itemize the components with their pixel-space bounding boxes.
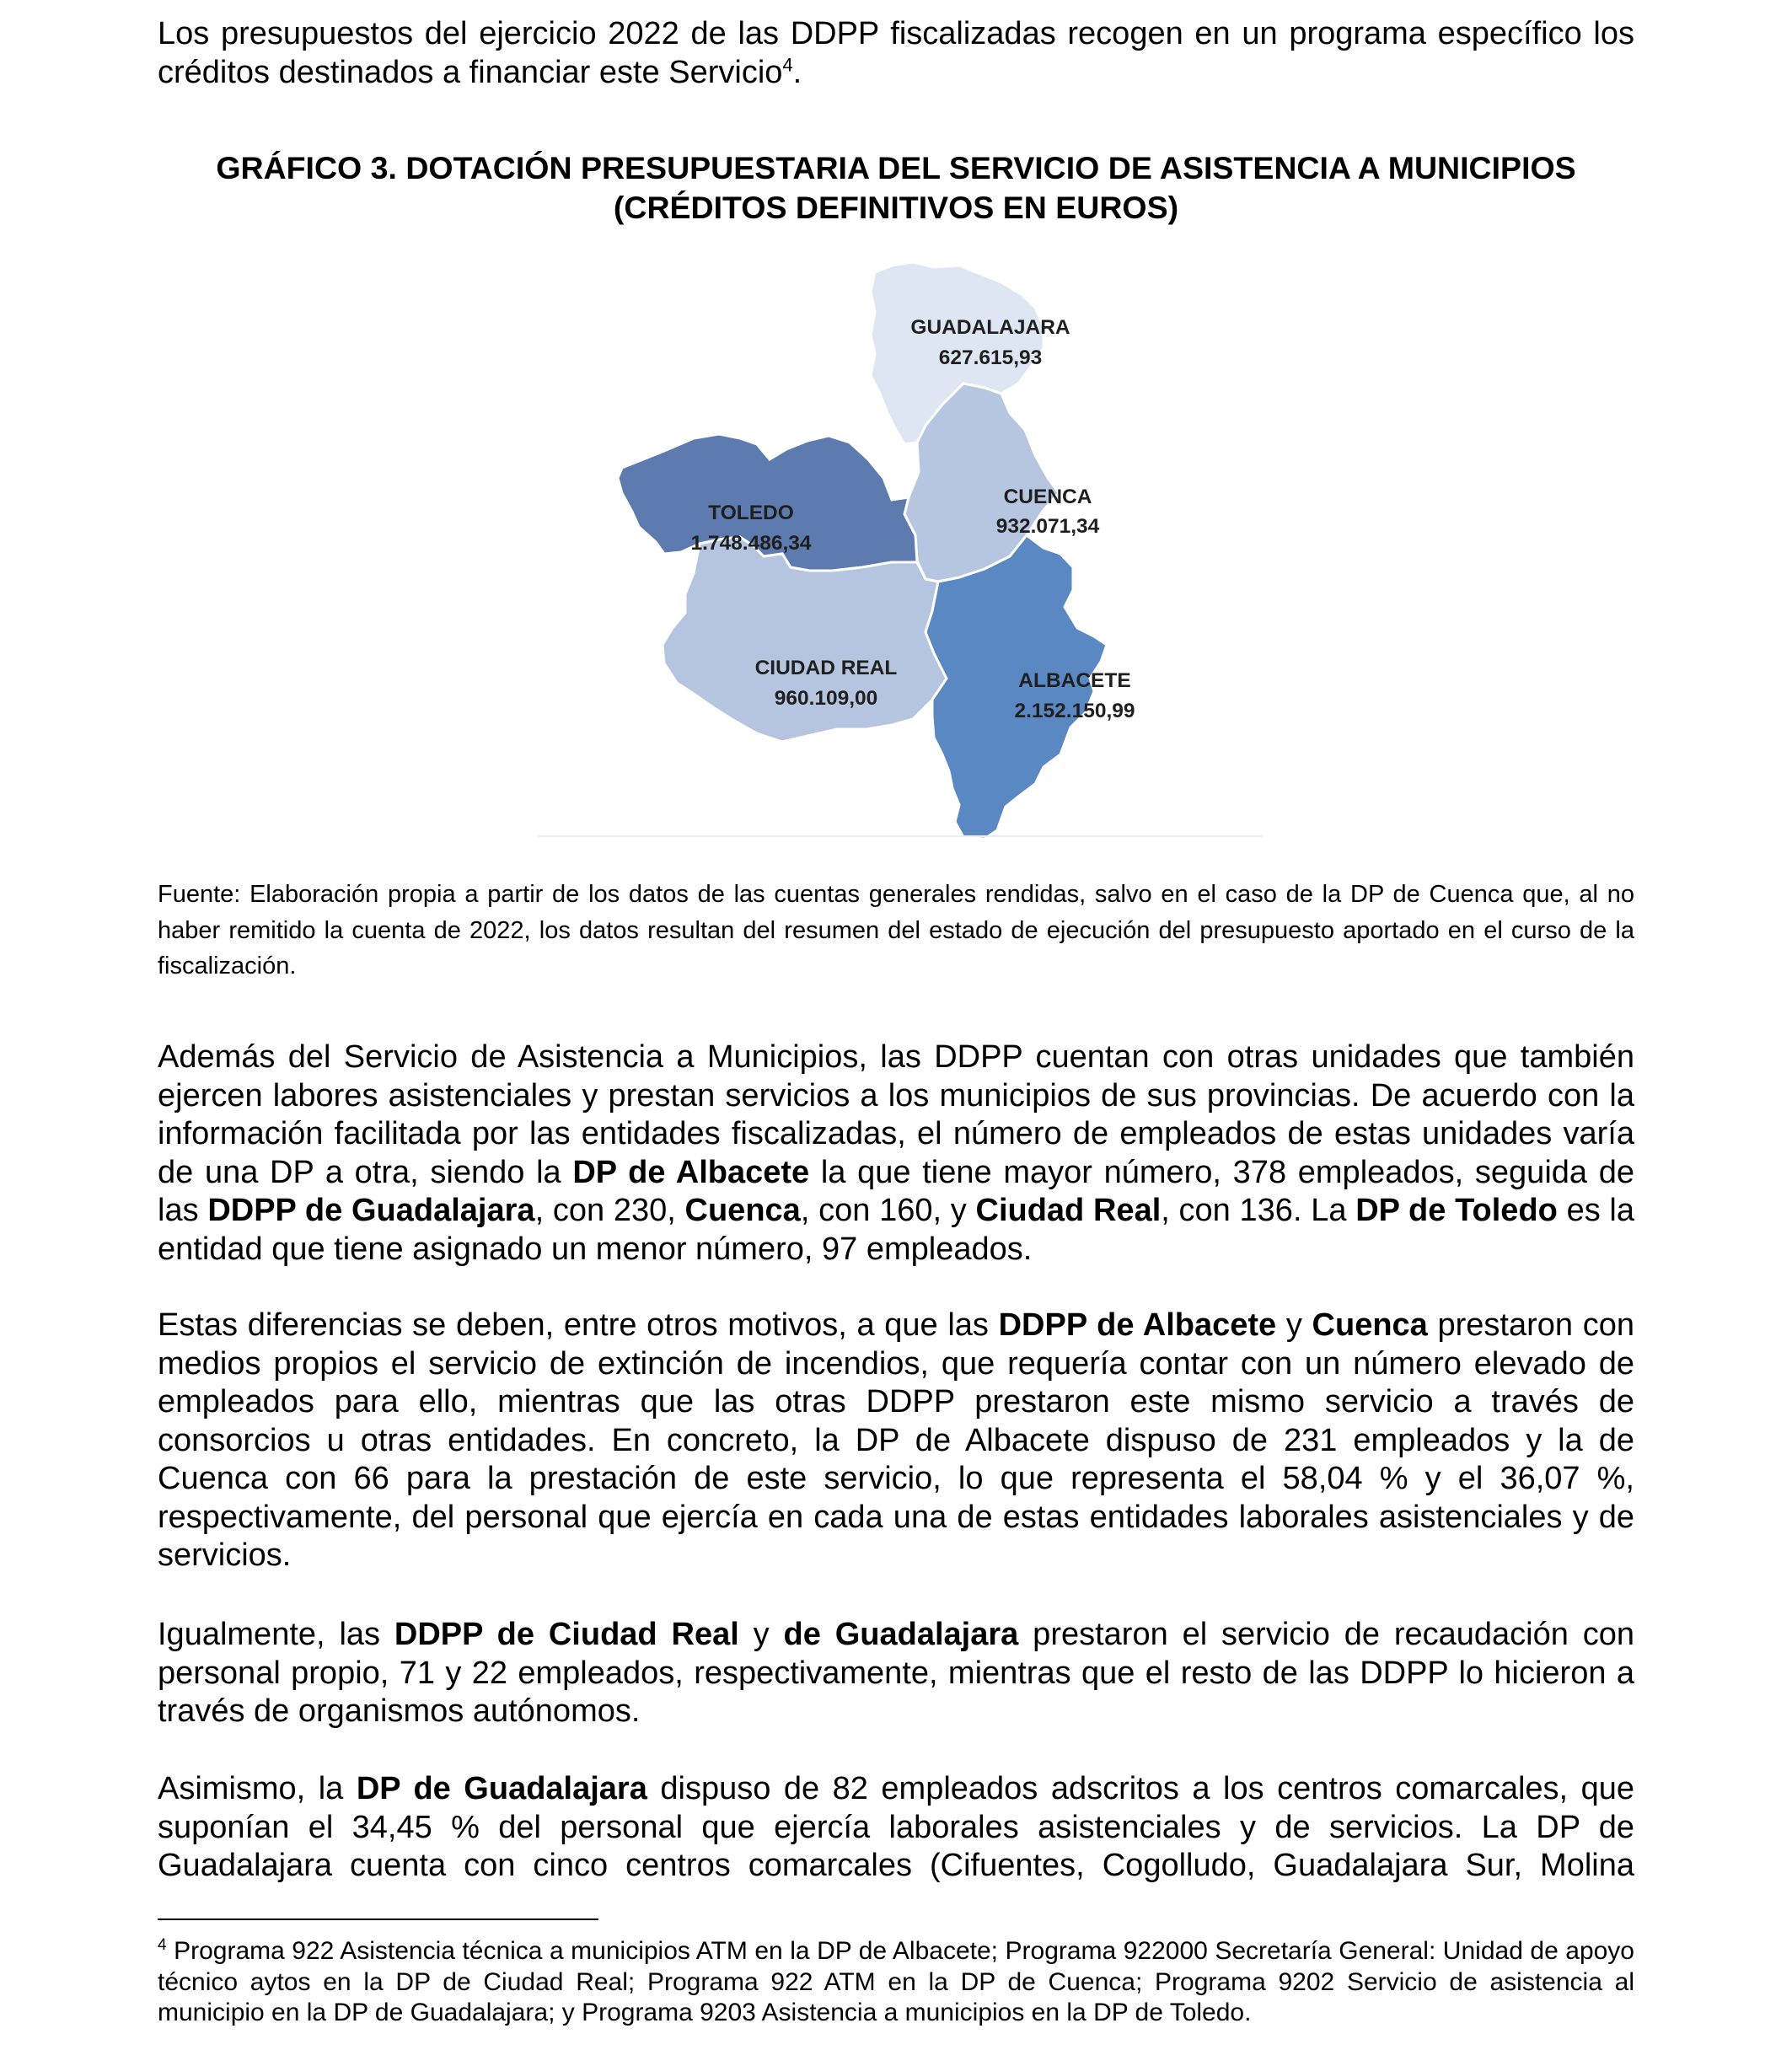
province-map <box>538 257 1263 839</box>
chart-title-line1: GRÁFICO 3. DOTACIÓN PRESUPUESTARIA DEL SERVICIO DE ASISTENCIA A MUNICIPIOS <box>216 150 1576 185</box>
label-value-toledo: 1.748.486,34 <box>690 532 812 555</box>
footnote-separator <box>158 1919 598 1920</box>
footnote-ref[interactable]: 4 <box>782 53 793 75</box>
label-name-albacete: ALBACETE <box>1018 669 1131 692</box>
footnote-number: 4 <box>158 1936 167 1954</box>
label-value-albacete: 2.152.150,99 <box>1014 700 1135 722</box>
label-value-cuenca: 932.071,34 <box>995 515 1100 538</box>
label-name-ciudad-real: CIUDAD REAL <box>754 657 898 679</box>
label-value-ciudad-real: 960.109,00 <box>774 687 878 710</box>
intro-paragraph: Los presupuestos del ejercicio 2022 de las DDPP fiscalizadas recogen en un programa específico los créditos destinados a financiar este Servicio$^4$. <box>158 16 1634 90</box>
footnote: $^4$ Programa 922 Asistencia técnica a municipios ATM en la DP de Albacete; Programa 922000 Secretaría General: Unidad de apoyo técnico aytos en la DP de Ciudad Real; Programa 922 ATM en la DP de Cuenca; Programa 9202 Servicio de asistencia al municipio en la DP de Guadalajara; y Programa 9203 Asistencia a municipios en la DP de Toledo. <box>158 1936 1634 2026</box>
label-name-cuenca: CUENCA <box>1003 486 1092 508</box>
label-name-guadalajara: GUADALAJARA <box>910 316 1070 339</box>
paragraph-1: Además del Servicio de Asistencia a Municipios, las DDPP cuentan con otras unidades que también ejercen labores asistenciales y prestan servicios a los municipios de sus provincias. De acuerdo con la información facilitada por las entidades fiscalizadas, el número de empleados de estas unidades varía de una DP a otra, siendo la DP de Albacete la que tiene mayor número, 378 empleados, seguida de las DDPP de Guadalajara, con 230, Cuenca, con 160, y Ciudad Real, con 136. La DP de Toledo es la entidad que tiene asignado un menor número, 97 empleados. <box>158 1039 1635 1267</box>
source-note: Fuente: Elaboración propia a partir de los datos de las cuentas generales rendidas, salvo en el caso de la DP de Cuenca que, al no haber remitido la cuenta de 2022, los datos resultan del resumen del estado de ejecución del presupuesto aportado en el curso de la fiscalización. <box>158 881 1634 979</box>
chart-title-line2: (CRÉDITOS DEFINITIVOS EN EUROS) <box>613 190 1179 225</box>
chart-title <box>126 148 1666 228</box>
paragraph-3: Igualmente, las DDPP de Ciudad Real y de Guadalajara prestaron el servicio de recaudación con personal propio, 71 y 22 empleados, respectivamente, mientras que el resto de las DDPP lo hicieron a través de organismos autónomos. <box>158 1617 1635 1729</box>
paragraph-2: Estas diferencias se deben, entre otros motivos, a que las DDPP de Albacete y Cuenca prestaron con medios propios el servicio de extinción de incendios, que requería contar con un número elevado de empleados para ello, mientras que las otras DDPP prestaron este mismo servicio a través de consorcios u otras entidades. En concreto, la DP de Albacete dispuso de 231 empleados y la de Cuenca con 66 para la prestación de este servicio, lo que representa el 58,04 % y el 36,07 %, respectivamente, del personal que ejercía en cada una de estas entidades laborales asistenciales y de servicios. <box>158 1307 1634 1573</box>
paragraph-4: Asimismo, la DP de Guadalajara dispuso de 82 empleados adscritos a los centros comarcales, que suponían el 34,45 % del personal que ejercía laborales asistenciales y de servicios. La DP de Guadalajara cuenta con cinco centros comarcales (Cifuentes, Cogolludo, Guadalajara Sur, Molina <box>158 1771 1634 1883</box>
label-name-toledo: TOLEDO <box>708 502 794 524</box>
label-value-guadalajara: 627.615,93 <box>938 346 1043 369</box>
